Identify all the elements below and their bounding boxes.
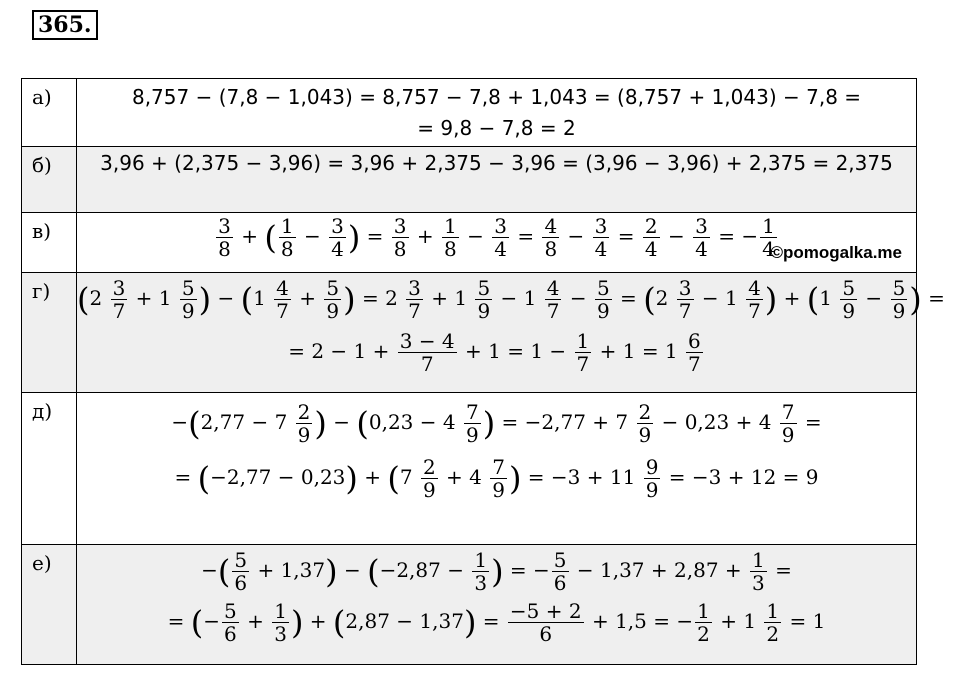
row-label: д) — [22, 393, 77, 545]
equation-line: = 2 − 1 + $\frac{3 - 4}{7}$ + 1 = 1 − $\frac{1}{7}$ + 1 = 1 $\frac{6}{7}$ — [288, 329, 701, 376]
row-label: б) — [22, 147, 77, 213]
row-label: е) — [22, 545, 77, 665]
equation-line: 3,96 + (2,375 − 3,96) = 3,96 + 2,375 − 3,96 = (3,96 − 3,96) + 2,375 = 2,375 — [100, 151, 893, 175]
equation-line: = (− $\frac{5}{6}$ + $\frac{1}{3}$ ) + (2,87 − 1,37) = $\frac{-5 + 2}{6}$ + 1,5 = − $\frac{1}{2}$ + 1 $\frac{1}{2}$ = 1 — [167, 599, 826, 646]
equation-line: −(2,77 − 7 $\frac{2}{9}$ ) − (0,23 − 4 $\frac{7}{9}$ ) = −2,77 + 7 $\frac{2}{9}$ − 0,23 + 4 $\frac{7}{9}$ = — [171, 400, 822, 447]
row-e — [22, 545, 917, 665]
row-d — [22, 393, 917, 545]
row-b — [22, 147, 917, 213]
row-label: в) — [22, 213, 77, 273]
row-content — [77, 545, 917, 665]
equation-line: (2 $\frac{3}{7}$ + 1 $\frac{5}{9}$ ) − (1 $\frac{4}{7}$ + $\frac{5}{9}$ ) = 2 $\frac{3}{7}$ + 1 $\frac{5}{9}$ − 1 $\frac{4}{7}$ − $\frac{5}{9}$ = (2 $\frac{3}{7}$ − 1 $\frac{4}{7}$ ) + (1 $\frac{5}{9}$ − $\frac{5}{9}$ ) = — [77, 276, 945, 323]
problem-number: 365. — [32, 10, 98, 40]
equation-line: 8,757 − (7,8 − 1,043) = 8,757 − 7,8 + 1,043 = (8,757 + 1,043) − 7,8 = — [131, 85, 862, 109]
equation-line: $\frac{3}{8}$ + ( $\frac{1}{8}$ − $\frac{3}{4}$ ) = $\frac{3}{8}$ + $\frac{1}{8}$ − $\frac{3}{4}$ = $\frac{4}{8}$ − $\frac{3}{4}$ = $\frac{2}{4}$ − $\frac{3}{4}$ = − $\frac{1}{4}$ — [218, 214, 775, 261]
row-g — [22, 273, 917, 393]
watermark: ©pomogalka.me — [770, 243, 902, 262]
row-content — [77, 393, 917, 545]
equation-line: −( $\frac{5}{6}$ + 1,37) − (−2,87 − $\frac{1}{3}$ ) = − $\frac{5}{6}$ − 1,37 + 2,87 + $\frac{1}{3}$ = — [201, 548, 792, 595]
row-a — [22, 79, 917, 147]
row-label: г) — [22, 273, 77, 393]
row-content — [77, 273, 945, 393]
row-content — [77, 213, 917, 273]
row-content — [77, 147, 917, 213]
solution-table — [21, 78, 945, 665]
equation-line: = (−2,77 − 0,23) + (7 $\frac{2}{9}$ + 4 $\frac{7}{9}$ ) = −3 + 11 $\frac{9}{9}$ = −3 + 12 = 9 — [174, 455, 819, 502]
equation-line: = 9,8 − 7,8 = 2 — [417, 116, 576, 140]
row-v — [22, 213, 917, 273]
row-content — [77, 79, 917, 147]
row-label: а) — [22, 79, 77, 147]
